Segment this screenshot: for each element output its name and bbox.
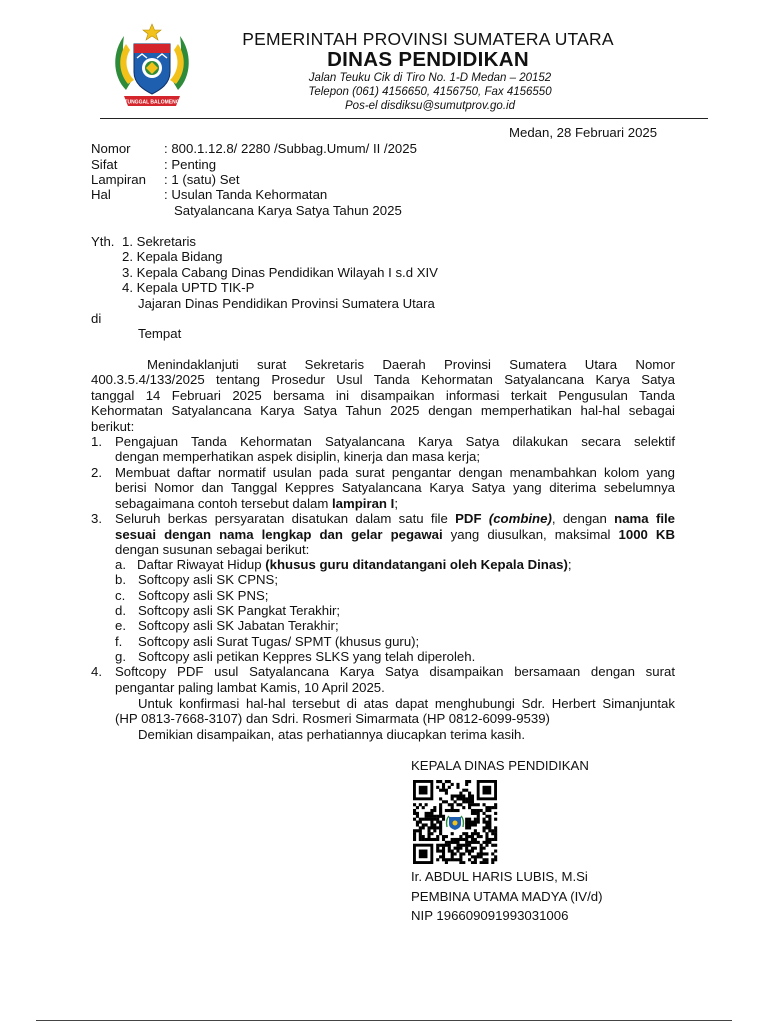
point-2-line: Membuat daftar normatif usulan pada surat pengantar dengan menambahkan kolom yang [115,465,675,480]
intro-line: berikut: [91,419,135,434]
signatory-rank: PEMBINA UTAMA MADYA (IV/d) [411,889,603,904]
addressee-item: 3. Kepala Cabang Dinas Pendidikan Wilayah I s.d XIV [122,265,438,280]
point-3-line: dengan susunan sebagai berikut: [115,542,310,557]
point-number: 4. [91,664,102,679]
meta-label-nomor: Nomor [91,141,131,156]
point-4-line: Softcopy PDF usul Satyalancana Karya Satya disampaikan bersamaan dengan surat [115,664,675,679]
sub-item-letter: b. [115,572,126,587]
place-date: Medan, 28 Februari 2025 [509,125,658,140]
point-3-line: sesuai dengan nama lengkap dan gelar pegawai yang diusulkan, maksimal 1000 KB [115,527,675,542]
office-phone: Telepon (061) 4156650, 4156750, Fax 4156550 [308,86,552,98]
point-3-line: Seluruh berkas persyaratan disatukan dalam satu file PDF (combine), dengan nama file [115,511,676,526]
meta-label-lampiran: Lampiran [91,172,146,187]
sub-item: Softcopy asli SK PNS; [138,588,269,603]
meta-value-hal: : Usulan Tanda Kehormatan [164,187,328,202]
signatory-nip: NIP 196609091993031006 [411,908,569,923]
intro-line: Menindaklanjuti surat Sekretaris Daerah Provinsi Sumatera Utara Nomor [147,357,675,372]
addressee-item: 4. Kepala UPTD TIK-P [122,280,255,295]
point-number: 1. [91,434,102,449]
point-number: 2. [91,465,102,480]
sub-item: Softcopy asli SK Pangkat Terakhir; [138,603,341,618]
qr-code-signature-icon [410,780,500,864]
intro-line: Kehormatan Satyalancana Karya Satya Tahun 2025 dengan memperhatikan hal-hal sebagai [91,403,675,418]
subject-continuation: Satyalancana Karya Satya Tahun 2025 [174,203,402,218]
meta-value-nomor: : 800.1.12.8/ 2280 /Subbag.Umum/ II /2025 [164,141,417,156]
sub-item: Softcopy asli petikan Keppres SLKS yang telah diperoleh. [138,649,476,664]
emblem-banner-text: TUNGGAL BALOMENG [124,99,180,106]
addressee-group: Jajaran Dinas Pendidikan Provinsi Sumatera Utara [138,296,435,311]
addressee-prefix: Yth. [91,234,115,249]
sub-item: Softcopy asli SK CPNS; [138,572,278,587]
sub-item-letter: g. [115,649,126,664]
meta-label-hal: Hal [91,187,111,202]
point-2-line: sebagaimana contoh tersebut dalam lampiran I; [115,496,398,511]
contact-line: (HP 0813-7668-3107) dan Sdri. Rosmeri Simarmata (HP 0812-6099-9539) [115,711,550,726]
meta-value-lampiran: : 1 (satu) Set [164,172,240,187]
office-address: Jalan Teuku Cik di Tiro No. 1-D Medan – 20152 [308,72,552,84]
sub-item-letter: f. [115,634,123,649]
point-1-line: dengan memperhatikan aspek disiplin, kinerja dan masa kerja; [115,449,481,464]
sub-item-letter: a. [115,557,126,572]
sub-item: Softcopy asli Surat Tugas/ SPMT (khusus guru); [138,634,420,649]
addressee-place: Tempat [138,326,182,341]
point-2-line: berisi Nomor dan Tanggal Keppres Satyalancana Karya Satya yang diterima sebelumnya [115,480,675,495]
sub-item: Daftar Riwayat Hidup (khusus guru ditandatangani oleh Kepala Dinas); [137,557,572,572]
government-name: PEMERINTAH PROVINSI SUMATERA UTARA [242,29,614,49]
sub-item-letter: c. [115,588,126,603]
letterhead-divider [100,118,708,119]
closing-line: Demikian disampaikan, atas perhatiannya diucapkan terima kasih. [138,727,526,742]
sub-item: Softcopy asli SK Jabatan Terakhir; [138,618,339,633]
meta-value-sifat: : Penting [164,157,217,172]
signatory-title: KEPALA DINAS PENDIDIKAN [411,758,589,773]
intro-line: tanggal 14 Februari 2025 bersama ini disampaikan informasi terkait Pengusulan Tanda [91,388,675,403]
addressee-item: 2. Kepala Bidang [122,249,223,264]
intro-line: 400.3.5.4/133/2025 tentang Prosedur Usul Tanda Kehormatan Satyalancana Karya Satya [91,372,675,387]
office-name: DINAS PENDIDIKAN [327,48,529,71]
meta-label-sifat: Sifat [91,157,118,172]
attachment-ref: lampiran I [332,496,395,511]
sub-item-letter: d. [115,603,126,618]
point-4-line: pengantar paling lambat Kamis, 10 April 2025. [115,680,385,695]
addressee-di: di [91,311,102,326]
office-email: Pos-el disdiksu@sumutprov.go.id [345,100,515,112]
signatory-name: Ir. ABDUL HARIS LUBIS, M.Si [411,869,588,884]
province-emblem-icon [110,20,194,112]
point-1-line: Pengajuan Tanda Kehormatan Satyalancana Karya Satya dilakukan secara selektif [115,434,675,449]
sub-item-letter: e. [115,618,126,633]
point-number: 3. [91,511,102,526]
office-contact [260,71,600,113]
contact-line: Untuk konfirmasi hal-hal tersebut di atas dapat menghubungi Sdr. Herbert Simanjuntak [138,696,675,711]
addressee-item: 1. Sekretaris [122,234,197,249]
page-bottom-edge [36,1020,732,1021]
